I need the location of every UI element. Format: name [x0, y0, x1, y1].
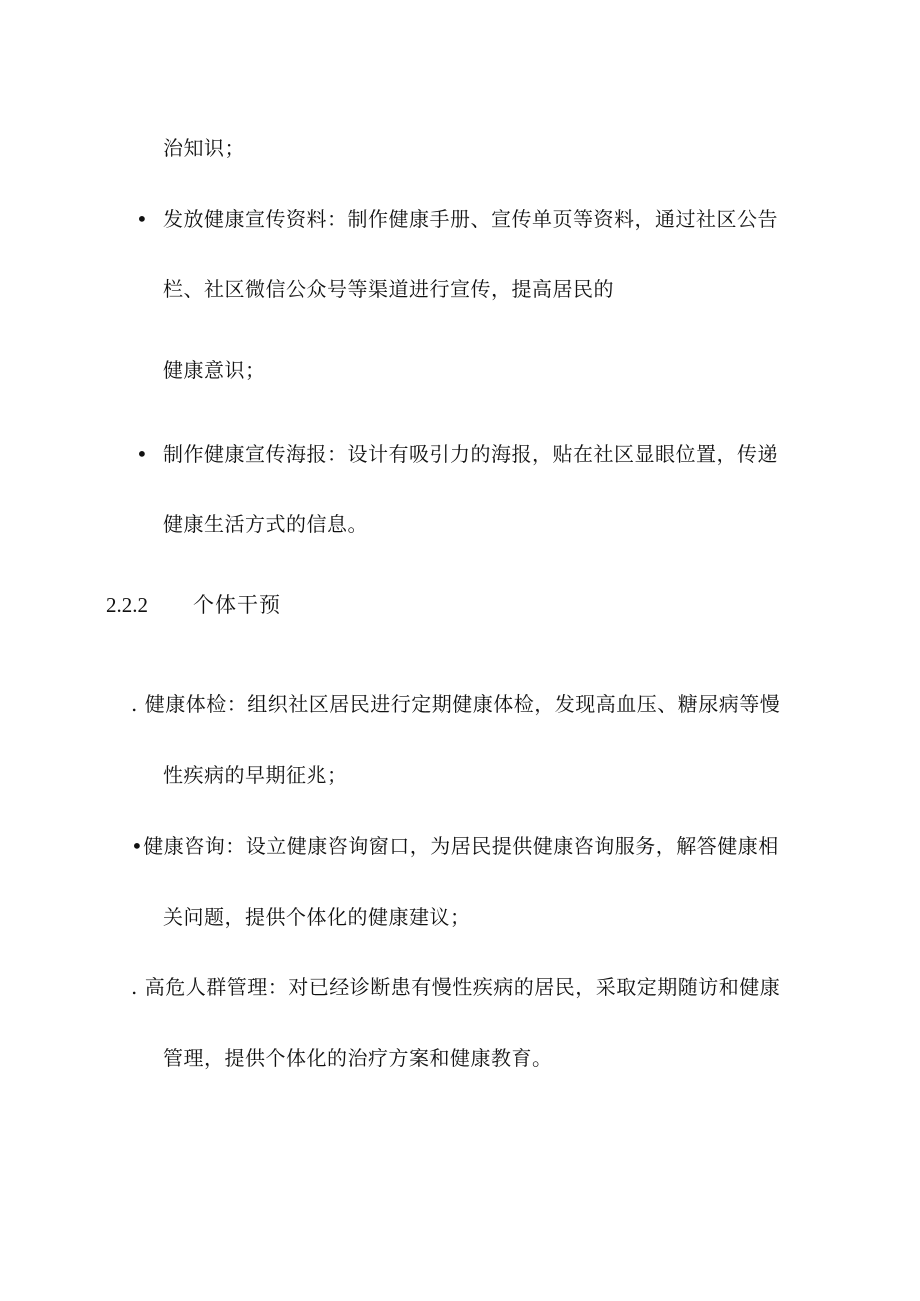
paragraph-line: 治知识； — [163, 136, 245, 160]
bullet-marker: • — [136, 207, 148, 231]
paragraph-line: 健康意识； — [163, 358, 266, 382]
list-item-line: 管理，提供个体化的治疗方案和健康教育。 — [163, 1046, 553, 1070]
list-item-line: . 健康体检：组织社区居民进行定期健康体检，发现高血压、糖尿病等慢 — [131, 692, 781, 716]
list-item-line: •健康咨询：设立健康咨询窗口，为居民提供健康咨询服务，解答健康相 — [131, 834, 779, 858]
paragraph-line: 发放健康宣传资料：制作健康手册、宣传单页等资料，通过社区公告 — [163, 207, 778, 231]
bullet-marker: • — [136, 442, 148, 466]
paragraph-line: 健康生活方式的信息。 — [163, 512, 368, 536]
list-item-line: 性疾病的早期征兆； — [163, 763, 348, 787]
section-title: 个体干预 — [193, 593, 281, 617]
list-item-line: 关问题，提供个体化的健康建议； — [163, 905, 471, 929]
paragraph-line: 制作健康宣传海报：设计有吸引力的海报，贴在社区显眼位置，传递 — [163, 442, 778, 466]
list-item-line: . 高危人群管理：对已经诊断患有慢性疾病的居民，采取定期随访和健康 — [131, 975, 781, 999]
paragraph-line: 栏、社区微信公众号等渠道进行宣传，提高居民的 — [163, 277, 614, 301]
section-number: 2.2.2 — [106, 593, 148, 617]
